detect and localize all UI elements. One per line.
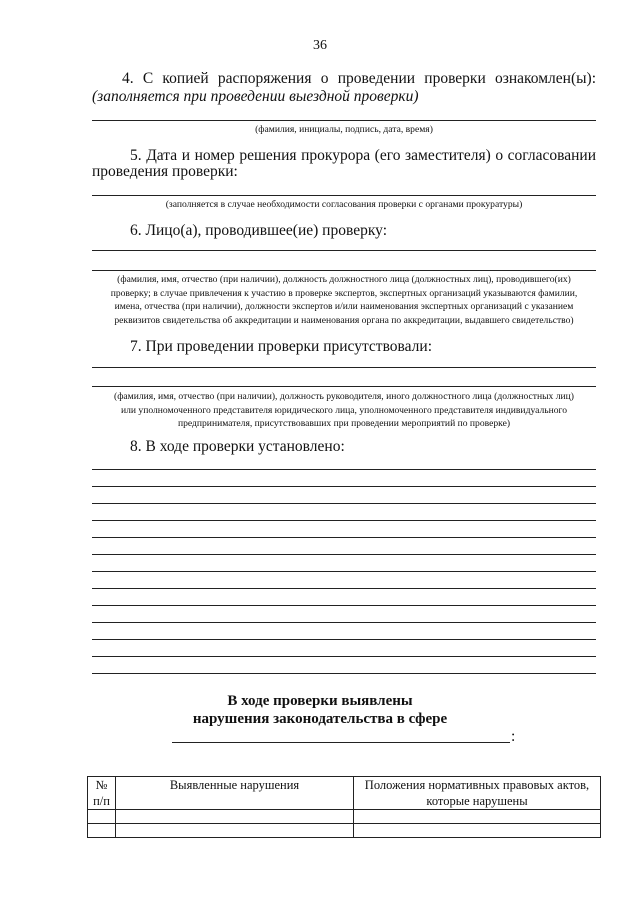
header-text: № xyxy=(95,778,108,792)
findings-blank-line[interactable] xyxy=(92,673,596,674)
table-cell[interactable] xyxy=(88,810,116,824)
findings-blank-line[interactable] xyxy=(92,486,596,487)
header-text: которые нарушены xyxy=(426,794,528,808)
table-cell[interactable] xyxy=(116,810,354,824)
table-cell[interactable] xyxy=(354,824,601,838)
header-number xyxy=(88,777,116,810)
caption-line: (фамилия, имя, отчество (при наличии), должность руководителя, иного должностного лица (должностных лиц) xyxy=(114,391,574,402)
findings-blank-line[interactable] xyxy=(92,520,596,521)
violations-title-line1: В ходе проверки выявлены xyxy=(227,693,413,709)
legislation-colon: : xyxy=(511,728,516,745)
violations-title-line2: нарушения законодательства в сфере xyxy=(192,711,448,727)
caption-line: проверку; в случае привлечения к участию в проверке экспертов, экспертных организаций указываются фамилии, xyxy=(110,287,578,299)
section4-caption: (фамилия, инициалы, подпись, дата, время) xyxy=(255,124,433,135)
caption-line: реквизитов свидетельства об аккредитации и наименования органа по аккредитации, выдавшего свидетельство) xyxy=(114,314,574,326)
section7-line-1[interactable] xyxy=(92,367,596,368)
table-header-row xyxy=(88,777,601,810)
findings-blank-line[interactable] xyxy=(92,656,596,657)
findings-blank-line[interactable] xyxy=(92,537,596,538)
section7-caption xyxy=(92,390,596,431)
header-text: Выявленные нарушения xyxy=(169,778,300,792)
page-number: 36 xyxy=(313,38,327,53)
table-cell[interactable] xyxy=(88,824,116,838)
findings-blank-line[interactable] xyxy=(92,469,596,470)
findings-blank-line[interactable] xyxy=(92,588,596,589)
section7-line-2[interactable] xyxy=(92,386,596,387)
header-violations xyxy=(116,777,354,810)
violations-table xyxy=(87,776,601,838)
caption-line: имена, отчества (при наличии), должности экспертов и/или наименования экспертных организаций с указанием xyxy=(114,301,574,312)
findings-blank-line[interactable] xyxy=(92,554,596,555)
findings-blank-line[interactable] xyxy=(92,605,596,606)
section5-line2: проведения проверки: xyxy=(92,163,238,180)
section6-caption xyxy=(92,273,596,327)
section5-caption: (заполняется в случае необходимости согласования проверки с органами прокуратуры) xyxy=(165,199,523,210)
section4-heading: 4. С копией распоряжения о проведении проверки ознакомлен(ы): xyxy=(122,70,596,87)
header-text: Положения нормативных правовых актов, xyxy=(364,778,590,792)
section6-heading: 6. Лицо(а), проводившее(ие) проверку: xyxy=(130,222,387,239)
section5-line1: 5. Дата и номер решения прокурора (его заместителя) о согласовании xyxy=(130,147,596,164)
section5-decision-line[interactable] xyxy=(92,195,596,196)
findings-blank-line[interactable] xyxy=(92,639,596,640)
findings-blank-line[interactable] xyxy=(92,571,596,572)
table-row xyxy=(88,810,601,824)
header-text: п/п xyxy=(93,794,110,808)
section4-signature-line[interactable] xyxy=(92,120,596,121)
caption-line: (фамилия, имя, отчество (при наличии), должность должностного лица (должностных лиц), проводившего(их) xyxy=(117,274,571,285)
section4-note: (заполняется при проведении выездной проверки) xyxy=(92,88,419,105)
table-cell[interactable] xyxy=(116,824,354,838)
section6-line-2[interactable] xyxy=(92,270,596,271)
section6-line-1[interactable] xyxy=(92,250,596,251)
table-cell[interactable] xyxy=(354,810,601,824)
table-row xyxy=(88,824,601,838)
caption-line: предпринимателя, присутствовавших при проведении мероприятий по проверке) xyxy=(177,418,511,429)
legislation-area-line[interactable] xyxy=(172,742,510,743)
caption-line: или уполномоченного представителя юридического лица, уполномоченного представителя индивидуального xyxy=(120,404,568,416)
section7-heading: 7. При проведении проверки присутствовали: xyxy=(130,338,433,355)
header-legal-acts xyxy=(354,777,601,810)
findings-blank-line[interactable] xyxy=(92,622,596,623)
section8-heading: 8. В ходе проверки установлено: xyxy=(130,438,345,455)
findings-blank-line[interactable] xyxy=(92,503,596,504)
